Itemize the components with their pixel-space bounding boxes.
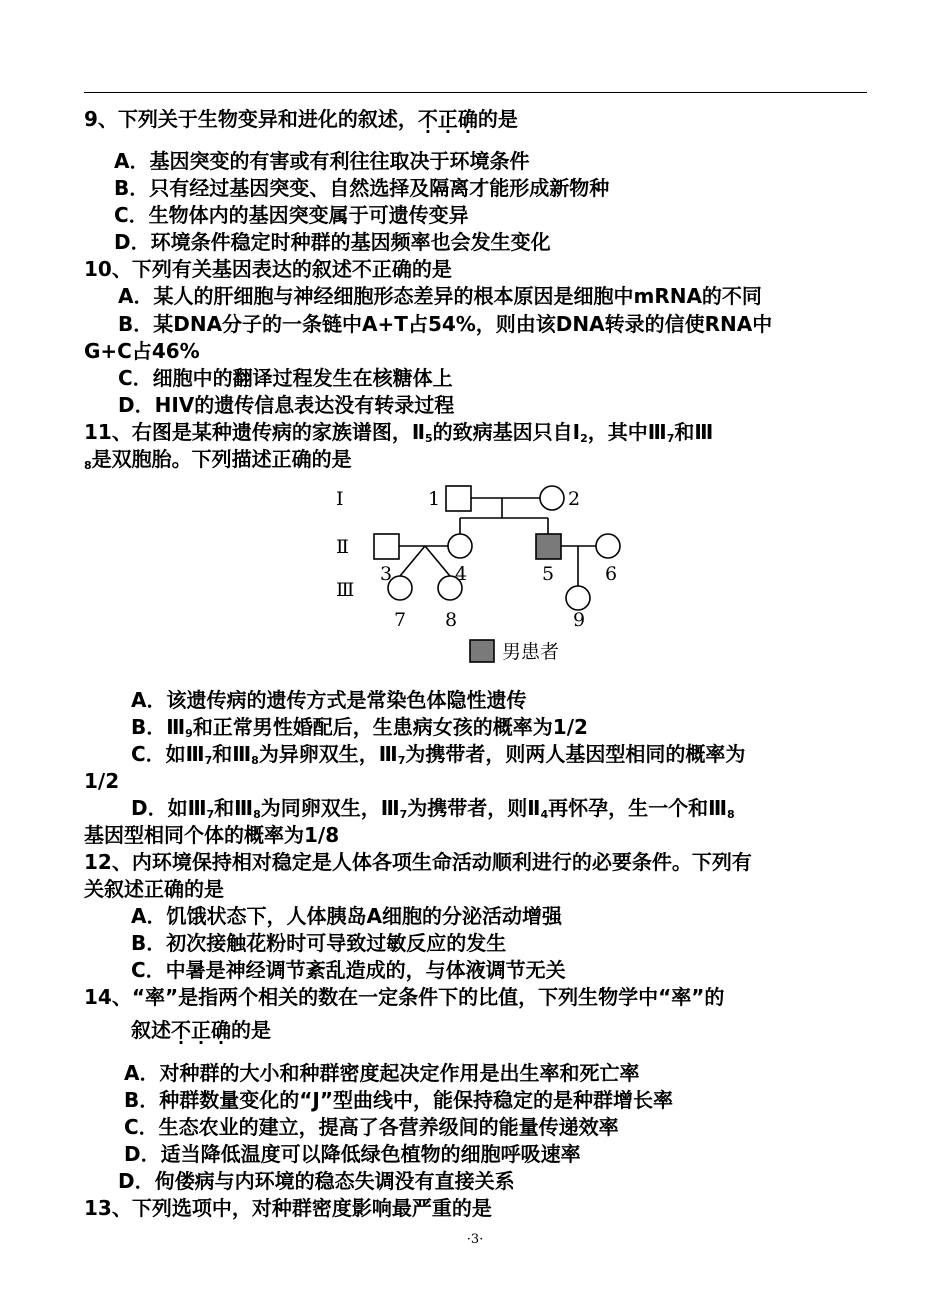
individual-3-male [374, 534, 399, 559]
id-label-9: 9 [573, 609, 586, 631]
q10-option-c: C．细胞中的翻译过程发生在核糖体上 [118, 366, 453, 390]
q14-option-c: C．生态农业的建立，提高了各营养级间的能量传递效率 [124, 1115, 619, 1139]
legend-affected-male-swatch [470, 640, 494, 662]
q14-stem-line2: 叙述不正确的是 [131, 1018, 271, 1042]
q12-stem-line2: 关叙述正确的是 [84, 877, 224, 901]
individual-1-male [446, 486, 471, 511]
id-label-8: 8 [445, 609, 458, 631]
q11-option-a: A．该遗传病的遗传方式是常染色体隐性遗传 [131, 688, 527, 712]
page-number: ·3· [466, 1232, 484, 1247]
id-label-5: 5 [542, 563, 555, 585]
id-label-3: 3 [380, 563, 393, 585]
q11-option-d-cont: 基因型相同个体的概率为1/8 [84, 823, 340, 847]
id-label-1: 1 [428, 488, 441, 510]
id-label-4: 4 [455, 563, 468, 585]
gen-label-iii: Ⅲ [336, 579, 355, 601]
individual-2-female [540, 486, 564, 510]
q14-option-d: D．适当降低温度可以降低绿色植物的细胞呼吸速率 [124, 1142, 581, 1166]
q11-stem-line2: $_8$是双胞胎。下列描述正确的是 [84, 447, 352, 472]
q11-option-d: D．如$Ⅲ_7$和$Ⅲ_8$为同卵双生，$Ⅲ_7$为携带者，则$Ⅱ_4$再怀孕，生一个和$Ⅲ_8$ [131, 796, 735, 821]
id-label-2: 2 [568, 488, 581, 510]
q10-option-b: B．某DNA分子的一条链中A+T占54%，则由该DNA转录的信使RNA中 [118, 312, 773, 336]
q14-option-b: B．种群数量变化的“J”型曲线中，能保持稳定的是种群增长率 [124, 1088, 673, 1112]
q14-option-a: A．对种群的大小和种群密度起决定作用是出生率和死亡率 [124, 1061, 640, 1085]
q9-option-a: A．基因突变的有害或有利往往取决于环境条件 [114, 149, 530, 173]
q9-option-d: D．环境条件稳定时种群的基因频率也会发生变化 [114, 230, 551, 254]
q9-option-c: C．生物体内的基因突变属于可遗传变异 [114, 203, 469, 227]
q10-option-a: A．某人的肝细胞与神经细胞形态差异的根本原因是细胞中mRNA的不同 [118, 284, 762, 308]
individual-4-female [448, 534, 472, 558]
q12-stem-line1: 12、内环境保持相对稳定是人体各项生命活动顺利进行的必要条件。下列有 [84, 850, 752, 874]
q11-option-b: B．$Ⅲ_9$和正常男性婚配后，生患病女孩的概率为1/2 [131, 715, 588, 740]
q10-option-b-cont: G+C占46% [84, 339, 200, 363]
legend-label: 男患者 [502, 641, 560, 663]
gen-label-i: Ⅰ [336, 488, 344, 510]
q11-stem-line1: 11、右图是某种遗传病的家族谱图，$Ⅱ_5$的致病基因只自$Ⅰ_2$，其中$Ⅲ_7$和Ⅲ [84, 420, 714, 445]
q10-stem: 10、下列有关基因表达的叙述不正确的是 [84, 257, 452, 281]
q12-option-b: B．初次接触花粉时可导致过敏反应的发生 [131, 931, 507, 955]
q12-option-c: C．中暑是神经调节紊乱造成的，与体液调节无关 [131, 958, 566, 982]
gen-label-ii: Ⅱ [336, 536, 349, 558]
individual-5-affected-male [536, 534, 561, 559]
individual-6-female [596, 534, 620, 558]
header-rule [84, 92, 867, 93]
q11-option-c: C．如$Ⅲ_7$和$Ⅲ_8$为异卵双生，$Ⅲ_7$为携带者，则两人基因型相同的概率为 [131, 742, 746, 767]
q9-option-b: B．只有经过基因突变、自然选择及隔离才能形成新物种 [114, 176, 610, 200]
id-label-6: 6 [605, 563, 618, 585]
q10-option-d: D．HIV的遗传信息表达没有转录过程 [118, 393, 455, 417]
individual-9-female [566, 586, 590, 610]
q14-stem-line1: 14、“率”是指两个相关的数在一定条件下的比值，下列生物学中“率”的 [84, 985, 725, 1009]
q11-option-c-cont: 1/2 [84, 769, 120, 793]
pedigree-chart [330, 478, 630, 670]
id-label-7: 7 [394, 609, 407, 631]
q9-stem: 9、下列关于生物变异和进化的叙述，不正确的是 [84, 107, 518, 131]
q12-option-a: A．饥饿状态下，人体胰岛A细胞的分泌活动增强 [131, 904, 562, 928]
q14-option-d2: D．佝偻病与内环境的稳态失调没有直接关系 [118, 1169, 515, 1193]
q13-stem: 13、下列选项中，对种群密度影响最严重的是 [84, 1196, 492, 1220]
